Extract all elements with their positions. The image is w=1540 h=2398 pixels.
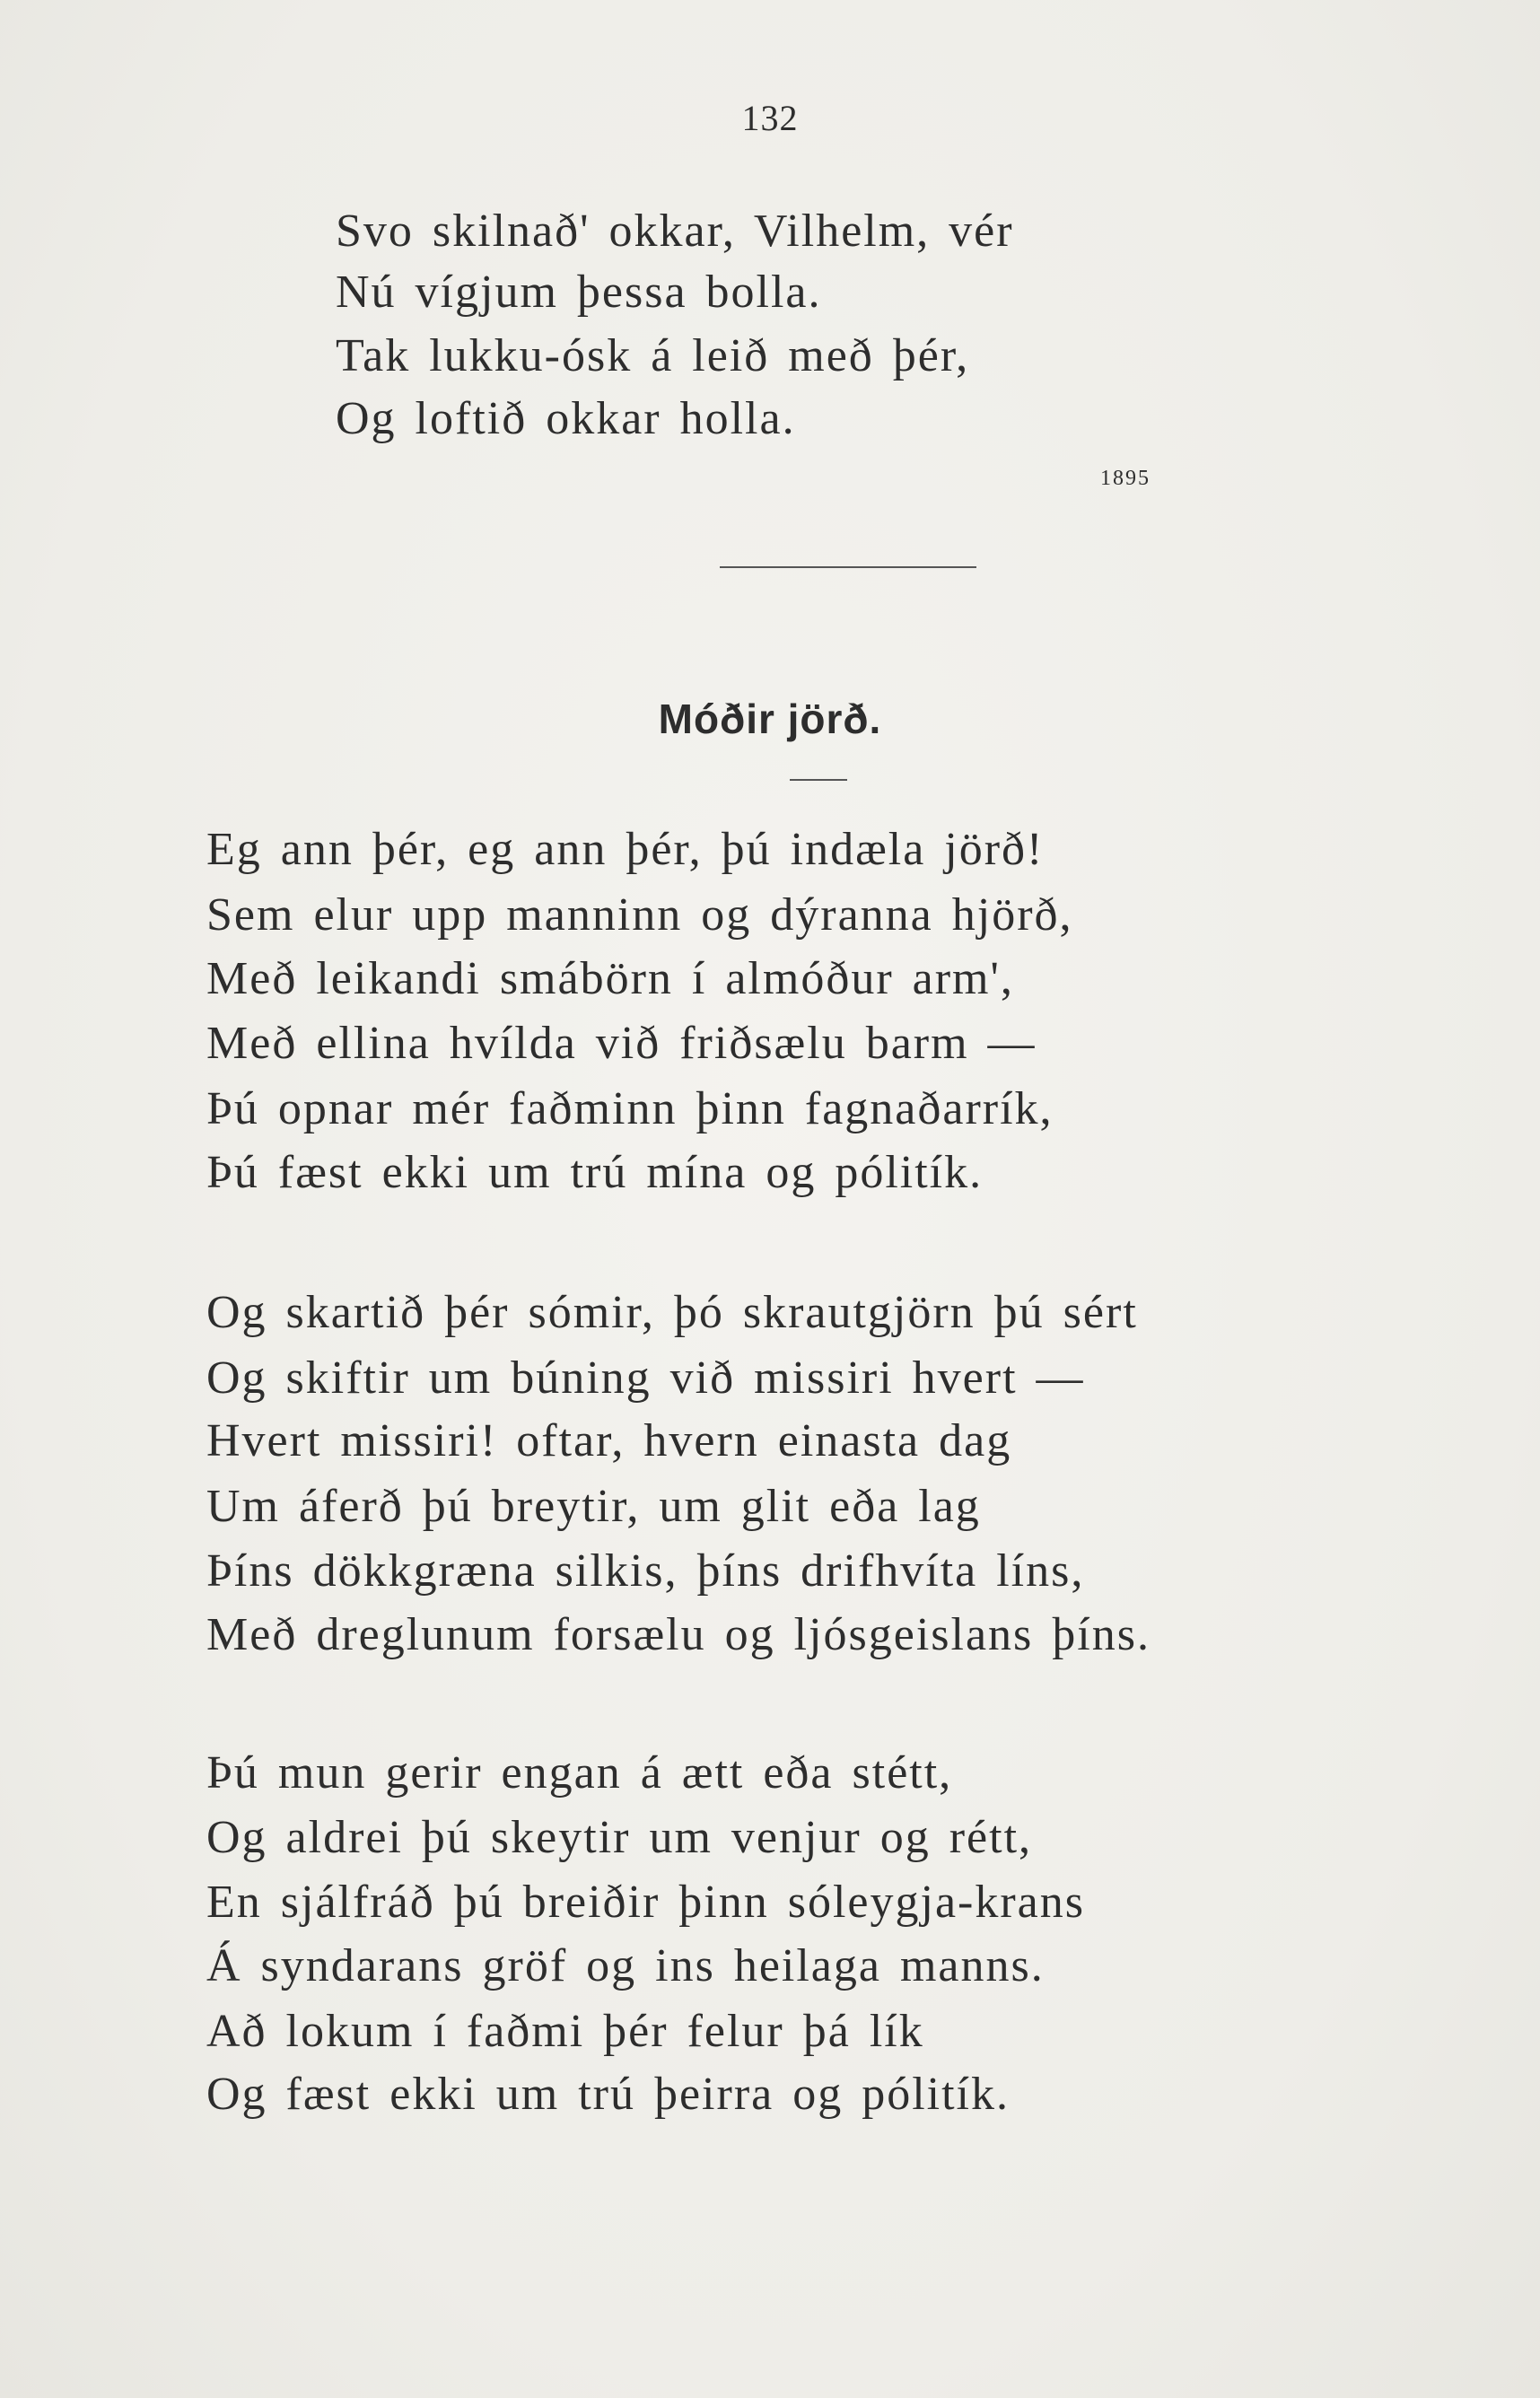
poem-line: Og aldrei þú skeytir um venjur og rétt,: [206, 1812, 1033, 1863]
section-divider: [720, 566, 976, 568]
poem-line: Þú opnar mér faðminn þinn fagnaðarrík,: [206, 1083, 1054, 1134]
previous-poem-line: Nú vígjum þessa bolla.: [336, 267, 822, 318]
poem-year: 1895: [1100, 467, 1151, 490]
poem-line: Eg ann þér, eg ann þér, þú indæla jörð!: [206, 824, 1045, 875]
poem-line: Þú mun gerir engan á ætt eða stétt,: [206, 1747, 953, 1798]
poem-line: Með ellina hvílda við friðsælu barm —: [206, 1018, 1037, 1069]
poem-line: Þú fæst ekki um trú mína og pólitík.: [206, 1147, 984, 1198]
poem-line: Um áferð þú breytir, um glit eða lag: [206, 1481, 981, 1532]
title-rule: [790, 779, 847, 781]
poem-line: Og skiftir um búning við missiri hvert —: [206, 1352, 1085, 1404]
previous-poem-line: Tak lukku-ósk á leið með þér,: [336, 330, 970, 381]
previous-poem-line: Svo skilnað' okkar, Vilhelm, vér: [336, 206, 1014, 257]
poem-line: Sem elur upp manninn og dýranna hjörð,: [206, 889, 1073, 941]
poem-line: Á syndarans gröf og ins heilaga manns.: [206, 1940, 1045, 1991]
page-number: 132: [741, 98, 799, 138]
poem-line: Að lokum í faðmi þér felur þá lík: [206, 2006, 924, 2057]
poem-line: Þíns dökkgræna silkis, þíns drifhvíta líns,: [206, 1545, 1085, 1597]
poem-line: Hvert missiri! oftar, hvern einasta dag: [206, 1415, 1012, 1466]
poem-line: Og fæst ekki um trú þeirra og pólitík.: [206, 2069, 1011, 2120]
previous-poem-line: Og loftið okkar holla.: [336, 393, 796, 444]
poem-title: Móðir jörð.: [658, 696, 882, 742]
poem-line: Með leikandi smábörn í almóður arm',: [206, 953, 1014, 1004]
poem-line: En sjálfráð þú breiðir þinn sóleygja-krans: [206, 1877, 1085, 1928]
poem-line: Og skartið þér sómir, þó skrautgjörn þú sért: [206, 1287, 1138, 1338]
poem-line: Með dreglunum forsælu og ljósgeislans þíns.: [206, 1609, 1151, 1660]
